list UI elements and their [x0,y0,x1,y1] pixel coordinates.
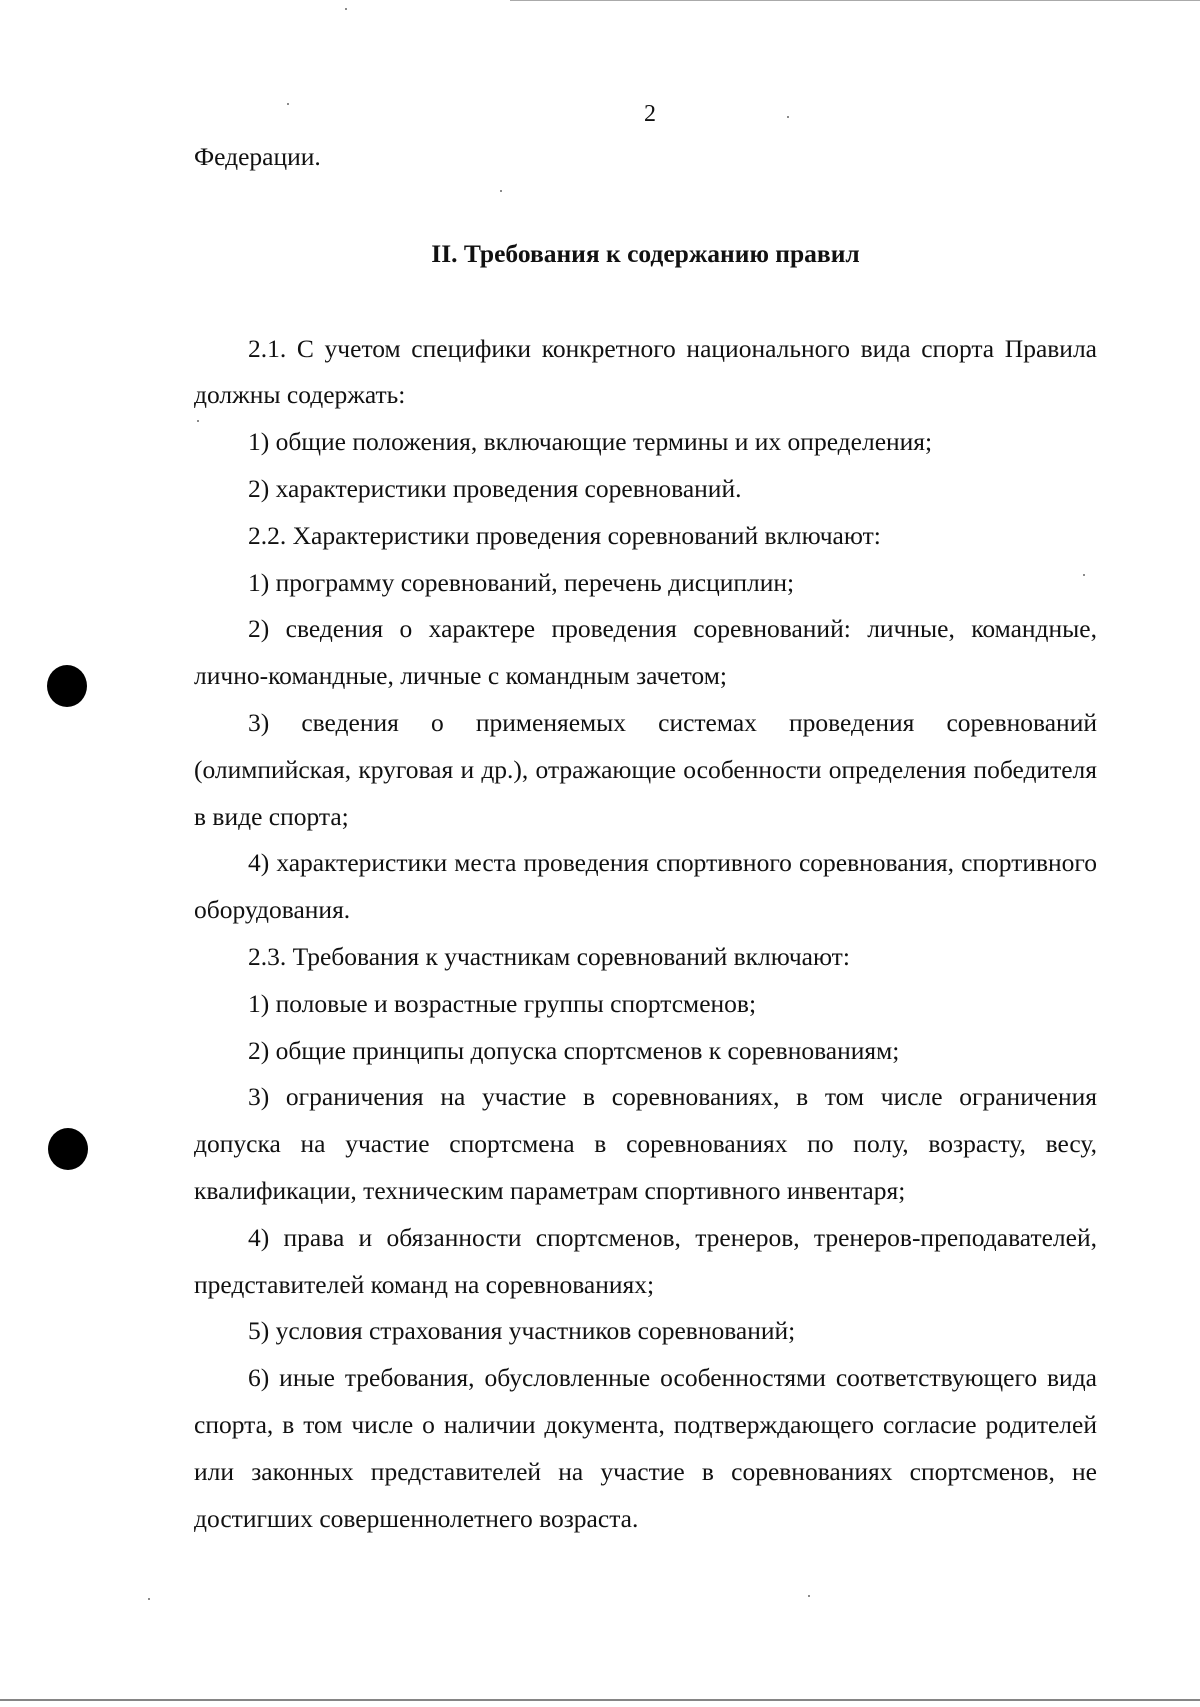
scan-speck [787,116,789,118]
list-item: 3) ограничения на участие в соревнованиях, в том числе ограничения допуска на участие спортсмена в соревнованиях по полу, возрасту, весу, квалификации, техническим параметрам спортивного инвентаря; [194,1082,1097,1205]
list-item: 4) характеристики места проведения спортивного соревнования, спортивного оборудования. [194,848,1097,925]
document-body [194,134,1097,1542]
scan-speck [500,190,502,192]
paragraph-2-1: 2.1. С учетом специфики конкретного национального вида спорта Правила должны содержать: [194,333,1097,410]
list-item: 1) общие положения, включающие термины и их определения; [248,427,933,457]
list-item: 1) программу соревнований, перечень дисциплин; [248,567,795,597]
scan-speck [345,8,347,10]
list-item: 1) половые и возрастные группы спортсменов; [248,988,757,1018]
list-item: 3) сведения о применяемых системах проведения соревнований (олимпийская, круговая и др.), отражающие особенности определения победителя в виде спорта; [194,707,1097,831]
punch-hole-icon [47,665,87,707]
list-item: 6) иные требования, обусловленные особенностями соответствующего вида спорта, в том числе о наличии документа, подтверждающего согласие родителей или законных представителей на участие в соревнованиях спортсменов, не достигших совершеннолетнего возраста. [194,1363,1097,1533]
scan-speck [1083,574,1085,576]
list-item: 4) права и обязанности спортсменов, тренеров, тренеров-преподавателей, представителей команд на соревнованиях; [194,1222,1097,1299]
paragraph-2-3: 2.3. Требования к участникам соревнований включают: [248,941,850,971]
section-title: II. Требования к содержанию правил [431,238,860,268]
list-item: 2) характеристики проведения соревнований. [248,473,742,503]
scan-artifact-line [0,1699,1200,1701]
list-item: 2) общие принципы допуска спортсменов к соревнованиям; [248,1035,900,1065]
scan-speck [287,103,289,105]
page-number: 2 [644,101,656,127]
paragraph-continuation: Федерации. [194,142,321,171]
punch-hole-icon [48,1128,88,1170]
list-item: 2) сведения о характере проведения соревнований: личные, командные, лично-командные, личные с командным зачетом; [194,614,1097,691]
scan-speck [148,1598,150,1600]
scan-artifact-line [510,0,1200,1]
list-item: 5) условия страхования участников соревнований; [248,1316,796,1346]
scan-speck [808,1595,810,1597]
scan-speck [197,420,199,422]
paragraph-2-2: 2.2. Характеристики проведения соревнований включают: [248,520,881,550]
